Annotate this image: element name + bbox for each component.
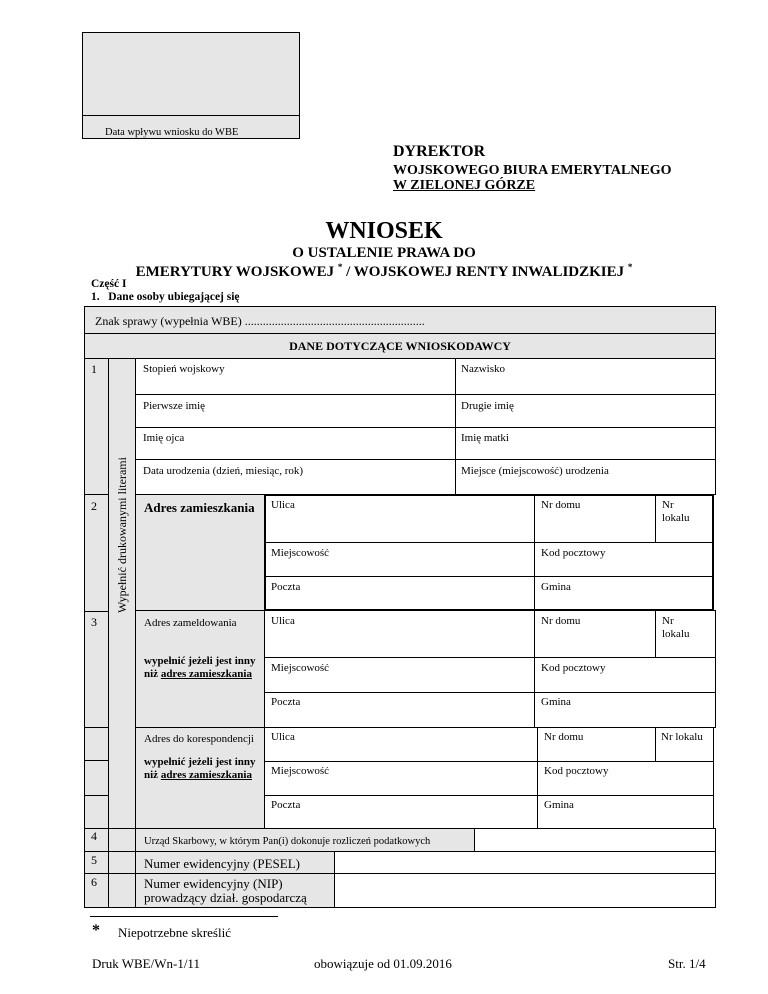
- nip-label-line1: Numer ewidencyjny (NIP): [144, 876, 283, 891]
- nip-label: [144, 877, 307, 905]
- rank-field[interactable]: Stopień wojskowy: [143, 363, 225, 375]
- correspondence-note-line1: wypełnić jeżeli jest inny: [144, 756, 256, 768]
- registration-commune[interactable]: Gmina: [541, 696, 571, 708]
- footer-form-code: Druk WBE/Wn-1/11: [92, 956, 200, 971]
- correspondence-postcode[interactable]: Kod pocztowy: [544, 765, 609, 777]
- mother-name-field[interactable]: Imię matki: [461, 432, 509, 444]
- subtitle-pension: EMERYTURY WOJSKOWEJ: [135, 264, 335, 280]
- correspondence-post[interactable]: Poczta: [271, 799, 301, 811]
- registration-note: [144, 655, 256, 681]
- correspondence-commune[interactable]: Gmina: [544, 799, 574, 811]
- correspondence-title-cell: [135, 727, 265, 829]
- residence-commune[interactable]: Gmina: [541, 581, 571, 593]
- registration-post[interactable]: Poczta: [271, 696, 301, 708]
- residence-house-no[interactable]: Nr domu: [541, 499, 581, 511]
- section-label: 1. Dane osoby ubiegającej się: [91, 291, 240, 303]
- registration-title-cell: [135, 610, 265, 728]
- applicant-header-label: DANE DOTYCZĄCE WNIOSKODAWCY: [289, 339, 511, 353]
- footer-valid-from: obowiązuje od 01.09.2016: [314, 956, 452, 971]
- nip-input[interactable]: [334, 873, 716, 908]
- birth-date-field[interactable]: Data urodzenia (dzień, miesiąc, rok): [143, 465, 304, 477]
- subtitle-disability: / WOJSKOWEJ RENTY INWALIDZKIEJ: [346, 264, 625, 280]
- registration-note-prefix: niż: [144, 668, 161, 680]
- residence-title-cell: [135, 494, 265, 611]
- residence-city[interactable]: Miejscowość: [271, 547, 330, 559]
- correspondence-title: Adres do korespondencji: [144, 733, 254, 745]
- registration-house-no[interactable]: Nr domu: [541, 615, 581, 627]
- registration-note-line2: [144, 668, 256, 681]
- pesel-label: Numer ewidencyjny (PESEL): [144, 856, 300, 871]
- row-number-2: 2: [91, 499, 97, 513]
- correspondence-note-underlined: adres zamieszkania: [160, 769, 252, 781]
- row-number-3: 3: [91, 615, 97, 629]
- registration-street[interactable]: Ulica: [271, 615, 295, 627]
- residence-flat-no-line1: Nr: [662, 499, 674, 511]
- registration-title: Adres zameldowania: [144, 617, 237, 629]
- footnote-text: Niepotrzebne skreślić: [118, 925, 231, 940]
- father-name-field[interactable]: Imię ojca: [143, 432, 185, 444]
- first-name-field[interactable]: Pierwsze imię: [143, 400, 206, 412]
- subtitle-star-2: *: [627, 262, 633, 272]
- second-name-field[interactable]: Drugie imię: [461, 400, 514, 412]
- addressee-line2: W ZIELONEJ GÓRZE: [393, 178, 536, 193]
- birth-place-field[interactable]: Miejsce (miejscowość) urodzenia: [461, 465, 609, 477]
- residence-flat-no-line2: lokalu: [662, 512, 690, 524]
- row-number-6: 6: [91, 875, 97, 889]
- row-number-4: 4: [91, 829, 97, 843]
- receipt-stamp-box: [82, 32, 300, 139]
- subtitle-star-1: *: [337, 262, 343, 272]
- footnote-separator: [90, 916, 278, 917]
- residence-post[interactable]: Poczta: [271, 581, 301, 593]
- correspondence-address-block: [264, 727, 714, 829]
- part-label: Część I: [91, 278, 127, 290]
- registration-flat-no[interactable]: [662, 615, 690, 641]
- case-number-row: [84, 306, 716, 334]
- registration-flat-no-line1: Nr: [662, 615, 674, 627]
- correspondence-note: [144, 756, 256, 782]
- registration-postcode[interactable]: Kod pocztowy: [541, 662, 606, 674]
- correspondence-note-line2: [144, 769, 256, 782]
- residence-flat-no[interactable]: [662, 499, 690, 525]
- form-subtitle-1: O USTALENIE PRAWA DO: [292, 245, 476, 261]
- pesel-label-cell: [135, 851, 335, 874]
- residence-street[interactable]: Ulica: [271, 499, 295, 511]
- registration-address-block: [264, 610, 716, 728]
- tax-office-label-cell: [135, 828, 475, 852]
- tax-office-label: Urząd Skarbowy, w którym Pan(i) dokonuje rozliczeń podatkowych: [144, 836, 431, 847]
- nip-label-line2: prowadzący dział. gospodarczą: [144, 890, 307, 905]
- residence-title: Adres zamieszkania: [144, 500, 255, 515]
- surname-field[interactable]: Nazwisko: [461, 363, 505, 375]
- addressee-line1: WOJSKOWEGO BIURA EMERYTALNEGO: [393, 163, 672, 178]
- correspondence-city[interactable]: Miejscowość: [271, 765, 330, 777]
- form-title: WNIOSEK: [325, 218, 443, 244]
- correspondence-street[interactable]: Ulica: [271, 731, 295, 743]
- addressee-title: DYREKTOR: [393, 143, 486, 160]
- residence-address-block: [264, 494, 714, 611]
- correspondence-flat-no[interactable]: Nr lokalu: [661, 731, 703, 743]
- vertical-label: Wypełnić drukowanymi literami: [115, 457, 129, 613]
- registration-note-underlined: adres zamieszkania: [160, 668, 252, 680]
- row-number-column: [84, 358, 109, 908]
- row-number-5: 5: [91, 853, 97, 867]
- case-number-label: Znak sprawy (wypełnia WBE) ............................................................: [95, 314, 425, 328]
- nip-label-cell: [135, 873, 335, 908]
- footer-page-number: Str. 1/4: [668, 956, 706, 971]
- footnote-mark: *: [92, 922, 100, 939]
- receipt-stamp-label: Data wpływu wniosku do WBE: [105, 127, 239, 138]
- row-number-1: 1: [91, 362, 97, 376]
- correspondence-note-prefix: niż: [144, 769, 161, 781]
- registration-city[interactable]: Miejscowość: [271, 662, 330, 674]
- pesel-input[interactable]: [334, 851, 716, 874]
- residence-postcode[interactable]: Kod pocztowy: [541, 547, 606, 559]
- registration-flat-no-line2: lokalu: [662, 628, 690, 640]
- correspondence-house-no[interactable]: Nr domu: [544, 731, 584, 743]
- applicant-header: [84, 333, 716, 359]
- registration-note-line1: wypełnić jeżeli jest inny: [144, 655, 256, 667]
- tax-office-input[interactable]: [474, 828, 716, 852]
